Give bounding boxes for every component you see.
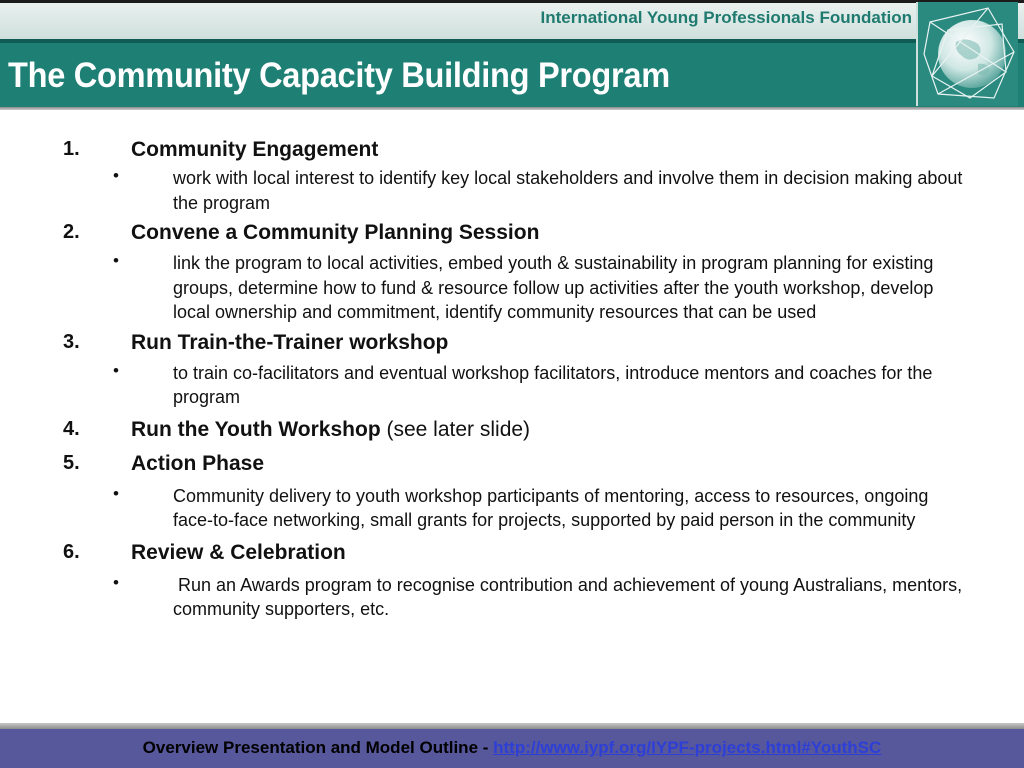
item-title-bold: Run the Youth Workshop (131, 417, 381, 441)
item-title-suffix: (see later slide) (380, 417, 531, 441)
header-divider (0, 39, 1024, 43)
list-sub-bullet (0, 573, 1024, 622)
list-item (0, 221, 1024, 249)
list-sub-bullet (0, 251, 1024, 325)
item-title-bold: Convene a Community Planning Session (131, 221, 540, 244)
list-item (0, 418, 1024, 452)
bullet-icon: • (113, 483, 119, 503)
slide-title: The Community Capacity Building Program (8, 56, 670, 95)
list-sub-bullet (0, 166, 1024, 215)
program-steps-list (0, 138, 1024, 622)
bullet-text: work with local interest to identify key local stakeholders and involve them in decision making about the program (173, 168, 963, 213)
item-number: 5. (63, 451, 80, 474)
bullet-icon: • (113, 572, 119, 592)
list-item (0, 541, 1024, 569)
bullet-icon: • (113, 166, 119, 185)
bullet-icon: • (113, 360, 119, 380)
item-title-bold: Run Train-the-Trainer workshop (131, 330, 449, 354)
bullet-text: to train co-facilitators and eventual workshop facilitators, introduce mentors and coaches for the program (173, 362, 933, 407)
list-sub-bullet (0, 484, 1024, 533)
item-title-bold: Review & Celebration (131, 540, 346, 564)
footer-label: Overview Presentation and Model Outline - (142, 738, 494, 757)
item-number: 6. (63, 540, 80, 563)
header-bottom-border (0, 107, 1024, 110)
item-title-bold: Community Engagement (131, 138, 379, 161)
bullet-text: link the program to local activities, embed youth & sustainability in program planning for existing groups, determine how to fund & resource follow up activities after the youth workshop, develop local ownership and commitment, identify community resources that can be used (173, 253, 934, 322)
item-title (131, 138, 378, 162)
list-item (0, 331, 1024, 359)
item-title (131, 541, 346, 565)
bullet-text: Run an Awards program to recognise contribution and achievement of young Australians, mentors, community supporters, etc. (173, 574, 968, 619)
item-number: 4. (63, 417, 80, 440)
list-item (0, 138, 1024, 166)
slide-header (0, 0, 1024, 110)
footer-text (143, 738, 882, 758)
bullet-icon: • (113, 251, 119, 270)
item-title (131, 221, 539, 245)
organization-name: International Young Professionals Foundation (540, 8, 912, 27)
bullet-text: Community delivery to youth workshop participants of mentoring, access to resources, ongoing face-to-face networking, small grants for projects, supported by paid person in the community (173, 485, 929, 530)
globe-logo-icon (916, 2, 1018, 106)
list-sub-bullet (0, 361, 1024, 410)
item-number: 2. (63, 221, 80, 243)
item-title (131, 418, 530, 442)
list-item (0, 452, 1024, 480)
item-number: 3. (63, 330, 80, 353)
item-number: 1. (63, 138, 80, 160)
item-title-bold: Action Phase (131, 451, 265, 475)
footer-link[interactable]: http://www.iypf.org/IYPF-projects.html#YouthSC (493, 738, 882, 757)
item-title (131, 331, 448, 355)
item-title (131, 452, 264, 476)
slide-footer (0, 729, 1024, 768)
